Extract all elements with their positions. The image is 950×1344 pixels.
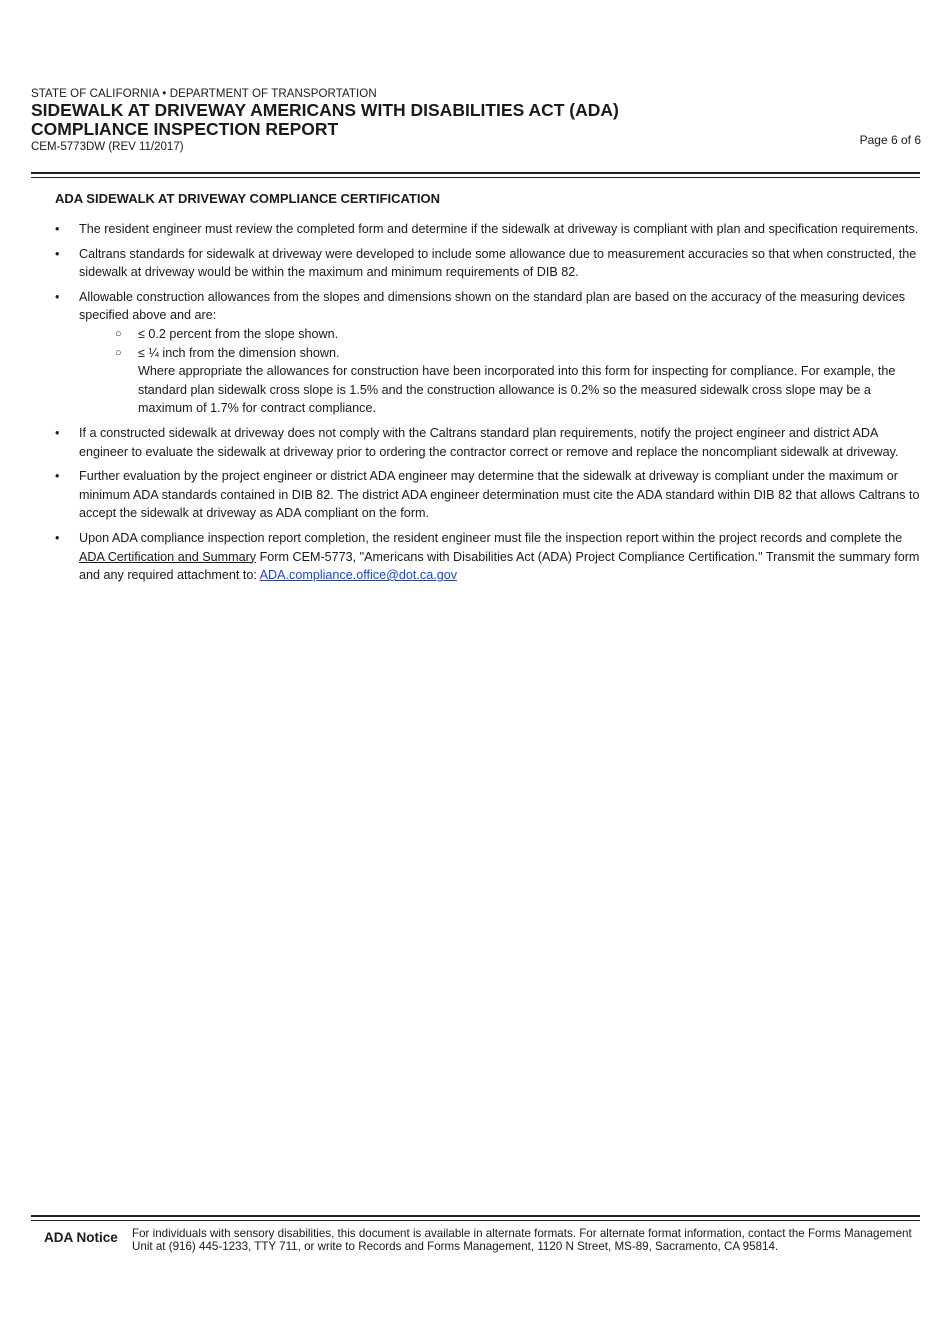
ada-notice-text: For individuals with sensory disabilities, this document is available in alternate formats. For alternate format information, contact the Forms Management Unit at (916) 445-1233, TTY 711, or write to Records and Forms Management, 1120 N Street, MS-89, Sacramento, CA 95814. xyxy=(132,1227,912,1253)
bullet-icon: • xyxy=(55,425,60,440)
circle-bullet-icon: ○ xyxy=(115,327,122,340)
bullet-icon: • xyxy=(55,530,60,545)
ada-notice-label: ADA Notice xyxy=(44,1230,118,1245)
allowance-sublist xyxy=(79,325,920,362)
list-item xyxy=(55,220,920,239)
sub-item-text: ≤ ¼ inch from the dimension shown. xyxy=(138,345,340,360)
agency-line: STATE OF CALIFORNIA • DEPARTMENT OF TRANSPORTATION xyxy=(31,88,377,100)
form-header xyxy=(31,88,921,154)
bullet-icon: • xyxy=(55,246,60,261)
bullet-text: Further evaluation by the project engineer or district ADA engineer may determine that the sidewalk at driveway is compliant under the maximum or minimum ADA standards contained in DIB 82. The district ADA engineer determination must cite the ADA standard within DIB 82 that allows Caltrans to accept the sidewalk at driveway as ADA compliant on the form. xyxy=(79,469,920,521)
bullet-text: Allowable construction allowances from the slopes and dimensions shown on the standard plan are based on the accuracy of the measuring devices specified above and are: xyxy=(79,289,906,323)
footer-divider xyxy=(31,1215,920,1221)
bullet-icon: • xyxy=(55,222,60,236)
circle-bullet-icon: ○ xyxy=(115,346,122,359)
section-title: ADA SIDEWALK AT DRIVEWAY COMPLIANCE CERTIFICATION xyxy=(55,191,440,206)
bullet-icon: • xyxy=(55,469,60,484)
bullet-text-part1: Upon ADA compliance inspection report completion, the resident engineer must file the inspection report within the project records and complete the xyxy=(79,530,903,545)
sub-list-item xyxy=(115,344,920,363)
compliance-email-link[interactable]: ADA.compliance.office@dot.ca.gov xyxy=(259,568,458,583)
form-title-line2: COMPLIANCE INSPECTION REPORT xyxy=(31,119,339,139)
list-item xyxy=(55,529,920,585)
bullet-text: Caltrans standards for sidewalk at driveway were developed to include some allowance due to measurement accuracies so that when constructed, the sidewalk at driveway would be within the maximum and minimum requirements of DIB 82. xyxy=(79,246,917,280)
bullet-text-part2: Form CEM-5773, "Americans with Disabilities Act (ADA) Project Compliance Certification." Transmit the summary form and any required attachment to: xyxy=(79,549,920,583)
list-item xyxy=(55,424,920,461)
list-item xyxy=(55,288,920,418)
sub-list-item xyxy=(115,325,920,344)
certification-list xyxy=(55,220,920,591)
list-item xyxy=(55,467,920,523)
certification-summary-reference: ADA Certification and Summary xyxy=(79,549,257,564)
sub-item-text: ≤ 0.2 percent from the slope shown. xyxy=(138,326,339,341)
header-divider xyxy=(31,172,920,178)
form-title-line1: SIDEWALK AT DRIVEWAY AMERICANS WITH DISABILITIES ACT (ADA) xyxy=(31,100,619,120)
page-number: Page 6 of 6 xyxy=(859,133,921,147)
bullet-text: The resident engineer must review the completed form and determine if the sidewalk at driveway is compliant with plan and specification requirements. xyxy=(79,222,919,236)
form-number: CEM-5773DW (REV 11/2017) xyxy=(31,141,184,153)
allowance-note: Where appropriate the allowances for construction have been incorporated into this form for inspecting for compliance. For example, the standard plan sidewalk cross slope is 1.5% and the construction allowance is 0.2% so the measured sidewalk cross slope may be a maximum of 1.7% for contract compliance. xyxy=(138,364,896,416)
bullet-text: If a constructed sidewalk at driveway does not comply with the Caltrans standard plan requirements, notify the project engineer and district ADA engineer to evaluate the sidewalk at driveway prior to ordering the contractor correct or remove and replace the noncompliant sidewalk at driveway. xyxy=(79,425,899,459)
bullet-icon: • xyxy=(55,289,60,304)
list-item xyxy=(55,245,920,282)
